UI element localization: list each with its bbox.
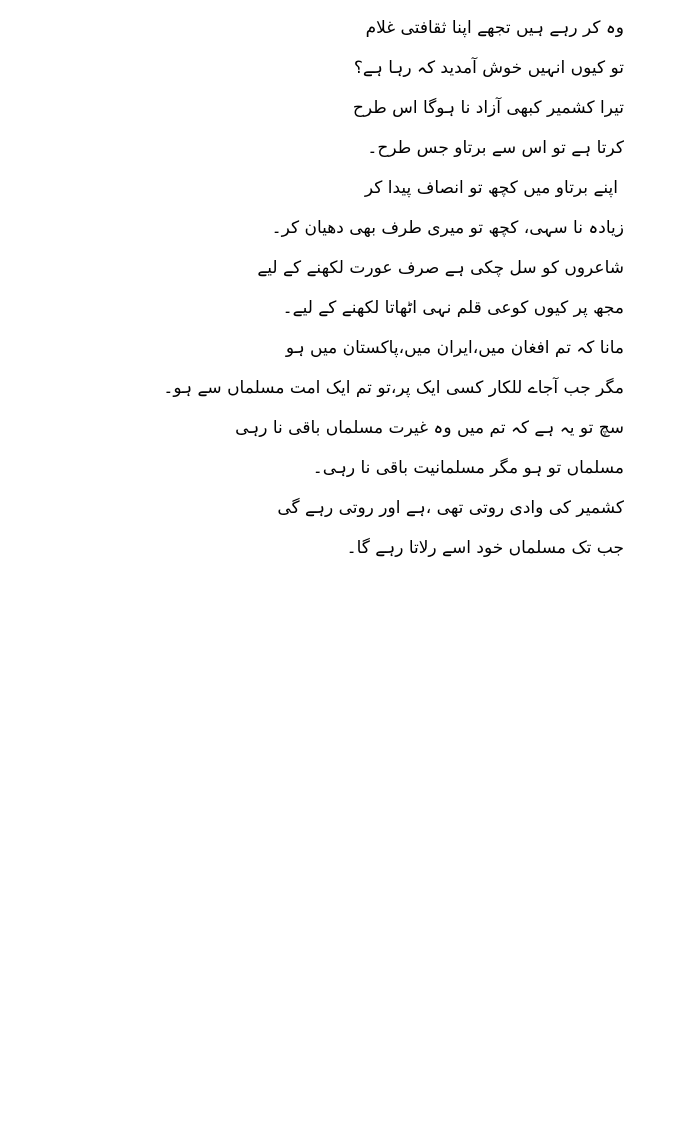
poem-line-14: جب تک مسلماں خود اسے رلاتا رہے گا۔ bbox=[346, 538, 624, 558]
poem-text bbox=[44, 8, 624, 568]
poem-line-7: شاعروں کو سل چکی ہے صرف عورت لکھنے کے لیے bbox=[257, 258, 624, 278]
poem-line-12: مسلماں تو ہو مگر مسلمانیت باقی نا رہی۔ bbox=[312, 458, 624, 478]
poem-line-1: وہ کر رہے ہیں تجھے اپنا ثقافتی غلام bbox=[365, 18, 624, 38]
poem-line-9: مانا کہ تم افغان میں،ایران میں،پاکستان میں ہو bbox=[285, 338, 624, 358]
poem-line-4: کرتا ہے تو اس سے برتاو جس طرح۔ bbox=[367, 138, 624, 158]
poem-line-6: زیادہ نا سہی، کچھ تو میری طرف بھی دھیان کر۔ bbox=[271, 218, 624, 238]
poem-line-2: تو کیوں انہیں خوش آمدید کہ رہا ہے؟ bbox=[353, 58, 624, 78]
poem-line-10: مگر جب آجاے للکار کسی ایک پر،تو تم ایک امت مسلماں سے ہو۔ bbox=[163, 378, 624, 398]
poem-line-3: تیرا کشمیر کبھی آزاد نا ہوگا اس طرح bbox=[352, 98, 624, 118]
poem-line-8: مجھ پر کیوں کوعی قلم نہی اٹھاتا لکھنے کے لیے۔ bbox=[282, 298, 624, 318]
poem-line-13: کشمیر کی وادی روتی تھی ،ہے اور روتی رہے گی bbox=[277, 498, 624, 518]
poem-line-5: اپنے برتاو میں کچھ تو انصاف پیدا کر bbox=[364, 178, 618, 198]
poem-line-11: سچ تو یہ ہے کہ تم میں وہ غیرت مسلماں باقی نا رہی bbox=[235, 418, 624, 438]
